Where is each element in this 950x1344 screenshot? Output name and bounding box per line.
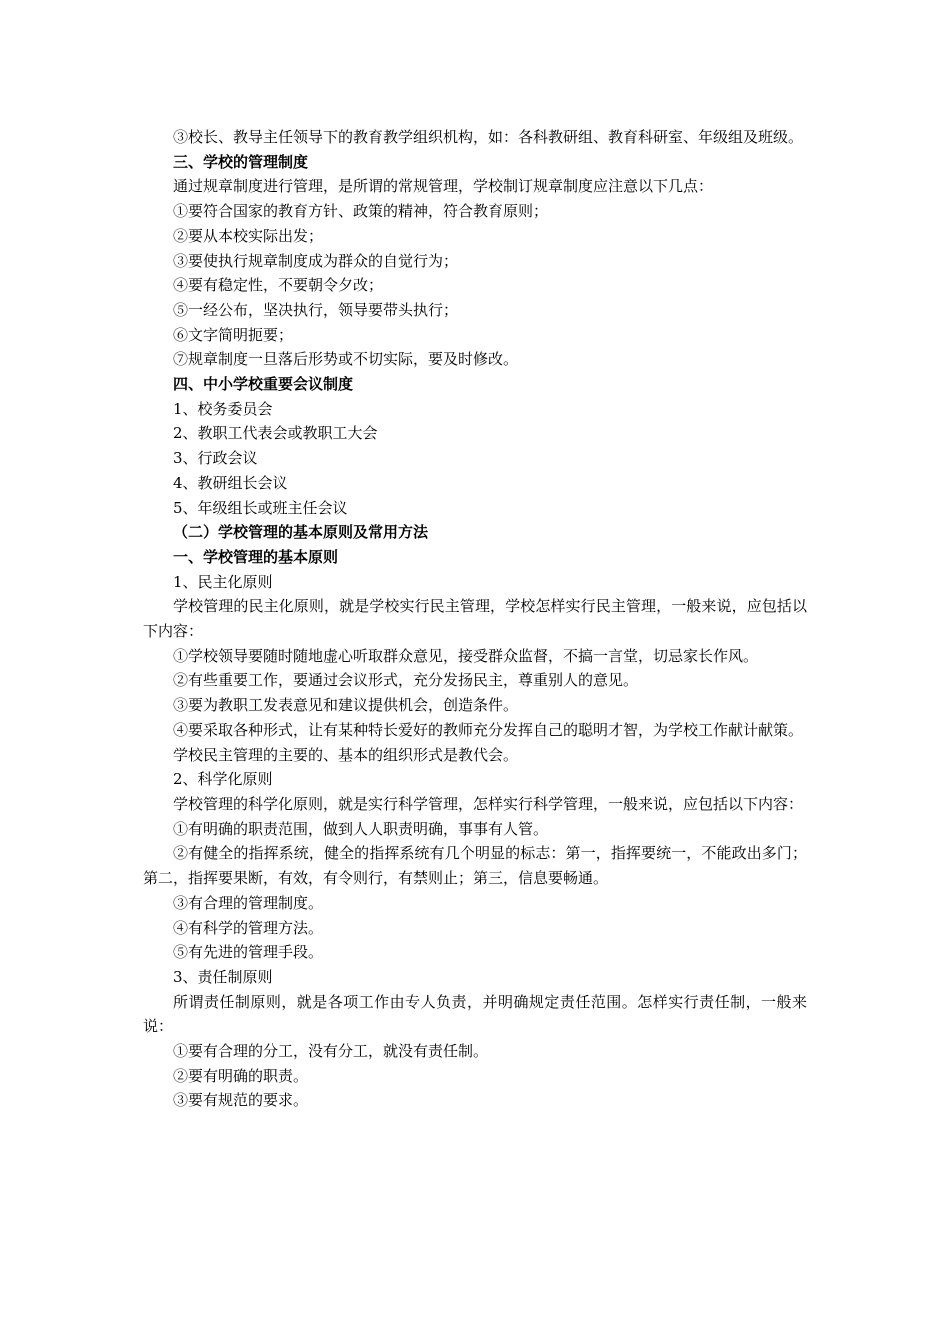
paragraph: ③要有规范的要求。 [173, 1091, 309, 1110]
paragraph: ⑤一经公布，坚决执行，领导要带头执行； [173, 300, 459, 319]
document-page [143, 125, 807, 1113]
paragraph: ②要有明确的职责。 [173, 1066, 309, 1085]
section-heading: 三、学校的管理制度 [173, 152, 309, 171]
paragraph: ①有明确的职责范围，做到人人职责明确，事事有人管。 [173, 819, 549, 838]
paragraph: ④要有稳定性，不要朝令夕改； [173, 276, 384, 295]
paragraph: ④有科学的管理方法。 [173, 918, 324, 937]
paragraph: ③要为教职工发表意见和建议提供机会，创造条件。 [173, 696, 519, 715]
paragraph: ②要从本校实际出发； [173, 226, 324, 245]
paragraph: 5、年级组长或班主任会议 [173, 498, 348, 517]
paragraph: 2、科学化原则 [173, 770, 273, 789]
paragraph: ⑥文字简明扼要； [173, 325, 294, 344]
paragraph: ②有健全的指挥系统，健全的指挥系统有几个明显的标志：第一，指挥要统一，不能政出多门；第二，指挥要果断，有效，有令则行，有禁则止；第三，信息要畅通。 [143, 844, 807, 888]
paragraph: ③校长、教导主任领导下的教育教学组织机构，如：各科教研组、教育科研室、年级组及班级。 [173, 128, 804, 146]
paragraph: ③有合理的管理制度。 [173, 893, 324, 912]
paragraph: ①学校领导要随时随地虚心听取群众意见，接受群众监督，不搞一言堂，切忌家长作风。 [173, 646, 759, 665]
paragraph: 学校管理的民主化原则，就是学校实行民主管理，学校怎样实行民主管理，一般来说，应包括以下内容： [143, 597, 807, 641]
section-heading: 一、学校管理的基本原则 [173, 547, 339, 566]
paragraph: 学校民主管理的主要的、基本的组织形式是教代会。 [173, 745, 519, 764]
paragraph: 1、校务委员会 [173, 399, 273, 418]
paragraph: 通过规章制度进行管理，是所谓的常规管理，学校制订规章制度应注意以下几点： [173, 177, 714, 196]
paragraph: ①要符合国家的教育方针、政策的精神，符合教育原则； [173, 202, 549, 221]
paragraph: 3、行政会议 [173, 449, 258, 468]
paragraph: ②有些重要工作，要通过会议形式，充分发扬民主，尊重别人的意见。 [173, 671, 639, 690]
paragraph: 4、教研组长会议 [173, 473, 288, 492]
paragraph: ①要有合理的分工，没有分工，就没有责任制。 [173, 1042, 489, 1061]
paragraph: 学校管理的科学化原则，就是实行科学管理，怎样实行科学管理，一般来说，应包括以下内容： [173, 794, 804, 813]
section-heading: （二）学校管理的基本原则及常用方法 [173, 523, 429, 542]
paragraph: 3、责任制原则 [173, 967, 273, 986]
paragraph: ⑦规章制度一旦落后形势或不切实际，要及时修改。 [173, 350, 519, 369]
paragraph: 2、教职工代表会或教职工大会 [173, 424, 378, 443]
paragraph: 1、民主化原则 [173, 572, 273, 591]
paragraph: ③要使执行规章制度成为群众的自觉行为； [173, 251, 459, 270]
section-heading: 四、中小学校重要会议制度 [173, 375, 354, 394]
paragraph: ④要采取各种形式，让有某种特长爱好的教师充分发挥自己的聪明才智，为学校工作献计献策。 [173, 720, 804, 739]
paragraph: ⑤有先进的管理手段。 [173, 943, 324, 962]
paragraph: 所谓责任制原则，就是各项工作由专人负责，并明确规定责任范围。怎样实行责任制，一般来说： [143, 992, 807, 1036]
